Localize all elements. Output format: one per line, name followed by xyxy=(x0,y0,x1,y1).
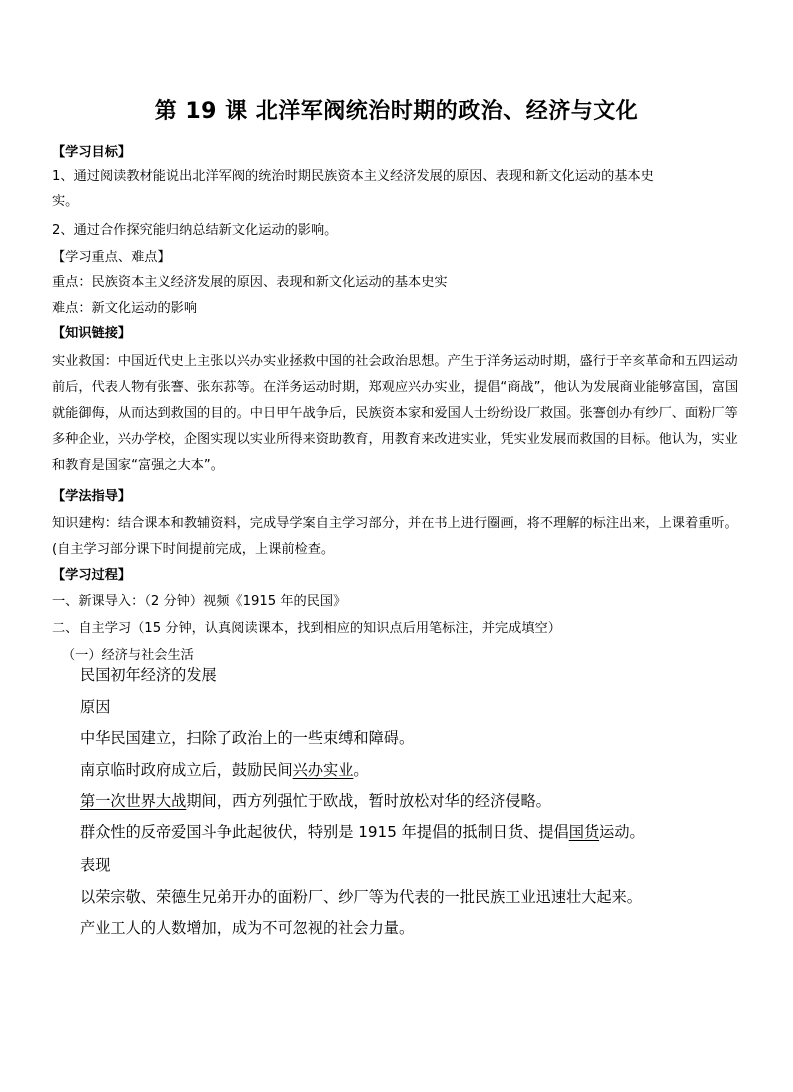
reason-2 xyxy=(80,760,369,780)
difficult-point: 难点：新文化运动的影响 xyxy=(52,301,198,316)
method-paragraph: 知识建构：结合课本和教辅资料，完成导学案自主学习部分，并在书上进行圈画，将不理解的标注出来，上课着重听。(自主学习部分课下时间提前完成，上课前检查。 xyxy=(52,516,738,557)
section-economy-heading: （一）经济与社会生活 xyxy=(62,648,194,663)
knowledge-link-paragraph: 实业救国：中国近代史上主张以兴办实业拯救中国的社会政治思想。产生于洋务运动时期，盛行于辛亥革命和五四运动前后，代表人物有张謇、张东荪等。在洋务运动时期，郑观应兴办实业，提倡“商战”，他认为发展商业能够富国，富国就能御侮，从而达到救国的目的。中日甲午战争后，民族资本家和爱国人士纷纷设厂救国。张謇创办有纱厂、面粉厂等多种企业，兴办学校，企图实现以实业所得来资助教育，用教育来改进实业，凭实业发展而救国的目标。他认为，实业和教育是国家“富强之大本”。 xyxy=(52,354,739,473)
objective-1-line-b: 实。 xyxy=(52,194,79,209)
performance-1: 以荣宗敬、荣德生兄弟开办的面粉厂、纱厂等为代表的一批民族工业迅速壮大起来。 xyxy=(80,888,642,906)
objective-2: 2、通过合作探究能归纳总结新文化运动的影响。 xyxy=(52,223,338,238)
objectives-heading: 【学习目标】 xyxy=(52,145,132,160)
reason-3 xyxy=(80,791,551,811)
objective-1-line-a: 1、通过阅读教材能说出北洋军阀的统治时期民族资本主义经济发展的原因、表现和新文化运动的基本史 xyxy=(52,169,654,184)
process-step-1: 一、新课导入：（2 分钟）视频《1915 年的民国》 xyxy=(52,594,347,609)
key-points-heading: 【学习重点、难点】 xyxy=(52,250,171,265)
key-point: 重点：民族资本主义经济发展的原因、表现和新文化运动的基本史实 xyxy=(52,275,448,290)
reason-3-blank: 第一次世界大战 xyxy=(80,792,187,810)
process-step-2: 二、自主学习（15 分钟，认真阅读课本，找到相应的知识点后用笔标注，并完成填空） xyxy=(52,621,561,636)
reason-4-end: 运动。 xyxy=(599,823,645,841)
process-heading: 【学习过程】 xyxy=(52,568,132,583)
performance-2: 产业工人的人数增加，成为不可忽视的社会力量。 xyxy=(80,919,415,937)
reason-4-text: 群众性的反帝爱国斗争此起彼伏，特别是 1915 年提倡的抵制日货、提倡 xyxy=(80,823,569,841)
reason-2-blank: 兴办实业 xyxy=(292,761,354,779)
method-heading: 【学法指导】 xyxy=(52,489,132,504)
topic-heading: 民国初年经济的发展 xyxy=(80,666,217,684)
reason-2-end: 。 xyxy=(353,761,369,779)
knowledge-link-heading: 【知识链接】 xyxy=(52,326,132,341)
reason-1: 中华民国建立，扫除了政治上的一些束缚和障碍。 xyxy=(80,729,415,747)
reason-4 xyxy=(80,822,645,842)
reason-label: 原因 xyxy=(80,698,111,716)
reason-4-blank: 国货 xyxy=(568,823,600,841)
lesson-title: 第 19 课 北洋军阀统治时期的政治、经济与文化 xyxy=(154,99,639,124)
reason-2-text: 南京临时政府成立后，鼓励民间 xyxy=(80,761,293,779)
performance-label: 表现 xyxy=(80,856,111,874)
reason-3-text: 期间，西方列强忙于欧战，暂时放松对华的经济侵略。 xyxy=(186,792,551,810)
